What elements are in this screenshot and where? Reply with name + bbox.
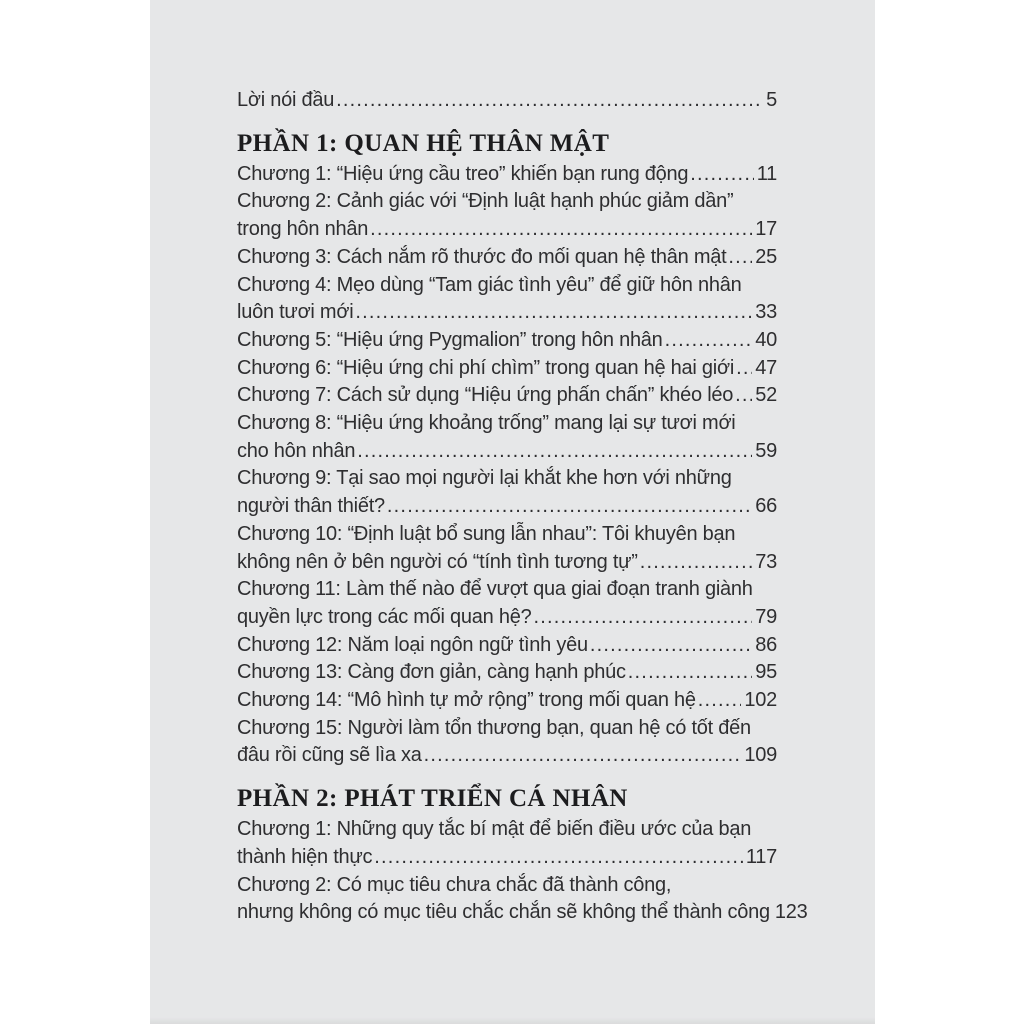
dot-leader	[374, 844, 743, 872]
dot-leader	[690, 161, 753, 189]
page-number: 66	[755, 495, 777, 518]
dot-leader	[735, 382, 752, 410]
toc-preface	[237, 87, 777, 115]
toc-entry-text: Chương 3: Cách nắm rõ thước đo mối quan hệ thân mật	[237, 245, 727, 268]
dot-leader	[533, 604, 752, 632]
toc-entry-text: Chương 4: Mẹo dùng “Tam giác tình yêu” để giữ hôn nhân	[237, 273, 742, 296]
toc-entry-line	[237, 382, 777, 410]
toc-entry-text: Chương 8: “Hiệu ứng khoảng trống” mang lại sự tươi mới	[237, 412, 736, 435]
toc-entry-line	[237, 188, 777, 216]
part-heading: PHẦN 1: QUAN HỆ THÂN MẬT	[237, 129, 610, 157]
page-number: 25	[755, 245, 777, 268]
toc-entry-line	[237, 872, 777, 900]
toc-entry-line	[237, 87, 777, 115]
toc-entry-text: Chương 1: Những quy tắc bí mật để biến điều ước của bạn	[237, 818, 752, 841]
toc-entry-line	[237, 161, 777, 189]
toc-entry-line	[237, 299, 777, 327]
toc-entry-line	[237, 742, 777, 770]
toc-entry-text: Chương 2: Cảnh giác với “Định luật hạnh phúc giảm dần”	[237, 190, 734, 213]
dot-leader	[590, 632, 752, 660]
dot-leader	[640, 549, 753, 577]
page-number: 52	[755, 384, 777, 407]
toc-entry-line	[237, 632, 777, 660]
dot-leader	[424, 742, 742, 770]
toc-entry-text: Lời nói đầu	[237, 89, 335, 111]
toc-entry-text: nhưng không có mục tiêu chắc chắn sẽ không thể thành công	[237, 901, 770, 924]
toc-entry-text: Chương 1: “Hiệu ứng cầu treo” khiến bạn rung động	[237, 162, 689, 185]
toc-entry-text: thành hiện thực	[237, 845, 373, 868]
toc-entry-line	[237, 659, 777, 687]
page-number: 17	[755, 218, 777, 241]
toc-entry-line	[237, 493, 777, 521]
toc-entry-line	[237, 604, 777, 632]
page-number: 123	[774, 901, 808, 924]
page-number: 11	[756, 162, 777, 185]
toc-entry-line	[237, 576, 777, 604]
toc-entry-text: Chương 12: Năm loại ngôn ngữ tình yêu	[237, 633, 588, 656]
page-number: 117	[745, 845, 777, 868]
dot-leader	[665, 327, 753, 355]
toc-entry-text: Chương 10: “Định luật bổ sung lẫn nhau”: Tôi khuyên bạn	[237, 522, 736, 545]
toc-entry-line	[237, 844, 777, 872]
dot-leader	[728, 244, 752, 272]
page-number: 47	[755, 356, 777, 379]
dot-leader	[357, 438, 752, 466]
toc-entry-line	[237, 465, 777, 493]
toc-entry-line	[237, 272, 777, 300]
toc-entry-line	[237, 438, 777, 466]
dot-leader	[736, 355, 752, 383]
dot-leader	[387, 493, 752, 521]
toc-entry-text: không nên ở bên người có “tính tình tương tự”	[237, 550, 638, 573]
part-heading: PHẦN 2: PHÁT TRIỂN CÁ NHÂN	[237, 785, 628, 813]
toc-entry-line	[237, 355, 777, 383]
toc-entry-text: Chương 2: Có mục tiêu chưa chắc đã thành công,	[237, 873, 672, 896]
toc-entry-text: Chương 6: “Hiệu ứng chi phí chìm” trong quan hệ hai giới	[237, 356, 735, 379]
toc-entry-text: quyền lực trong các mối quan hệ?	[237, 605, 532, 628]
toc-entry-text: Chương 5: “Hiệu ứng Pygmalion” trong hôn nhân	[237, 328, 663, 351]
page-number: 109	[744, 744, 777, 767]
toc-entry-line	[237, 521, 777, 549]
page-number: 86	[755, 633, 777, 656]
toc-entry-text: Chương 11: Làm thế nào để vượt qua giai đoạn tranh giành	[237, 578, 753, 601]
toc-entry-text: trong hôn nhân	[237, 218, 369, 241]
toc-entry-line	[237, 687, 777, 715]
toc-entry-line	[237, 410, 777, 438]
toc-entry-text: luôn tươi mới	[237, 301, 354, 324]
toc-entry-text: Chương 14: “Mô hình tự mở rộng” trong mối quan hệ	[237, 689, 696, 712]
toc-entry-line	[237, 715, 777, 743]
page-number: 79	[755, 605, 777, 628]
dot-leader	[370, 216, 752, 244]
dot-leader	[336, 87, 763, 115]
page-number: 102	[744, 689, 777, 712]
table-of-contents	[237, 87, 808, 927]
toc-entry-line	[237, 327, 777, 355]
toc-root	[237, 87, 808, 927]
toc-entry-text: Chương 9: Tại sao mọi người lại khắt khe hơn với những	[237, 467, 732, 490]
dot-leader	[698, 687, 742, 715]
toc-entry-text: Chương 7: Cách sử dụng “Hiệu ứng phấn chấn” khéo léo	[237, 384, 734, 407]
page-number: 33	[755, 301, 777, 324]
book-page	[150, 0, 875, 1024]
page-number: 73	[755, 550, 777, 573]
page-number: 95	[755, 661, 777, 684]
toc-entry-text: cho hôn nhân	[237, 439, 356, 462]
toc-entry-text: Chương 15: Người làm tổn thương bạn, quan hệ có tốt đến	[237, 716, 751, 739]
page-number: 40	[755, 328, 777, 351]
toc-entry-text: Chương 13: Càng đơn giản, càng hạnh phúc	[237, 661, 626, 684]
toc-entry-line	[237, 244, 777, 272]
page-number: 59	[755, 439, 777, 462]
page-number: 5	[766, 89, 777, 111]
dot-leader	[628, 659, 752, 687]
toc-entry-text: người thân thiết?	[237, 495, 385, 518]
dot-leader	[355, 299, 752, 327]
toc-entry-text: đâu rồi cũng sẽ lìa xa	[237, 744, 422, 767]
toc-entry-line	[237, 216, 777, 244]
toc-entry-line	[237, 816, 777, 844]
toc-entry-line	[237, 899, 808, 927]
toc-entry-line	[237, 549, 777, 577]
